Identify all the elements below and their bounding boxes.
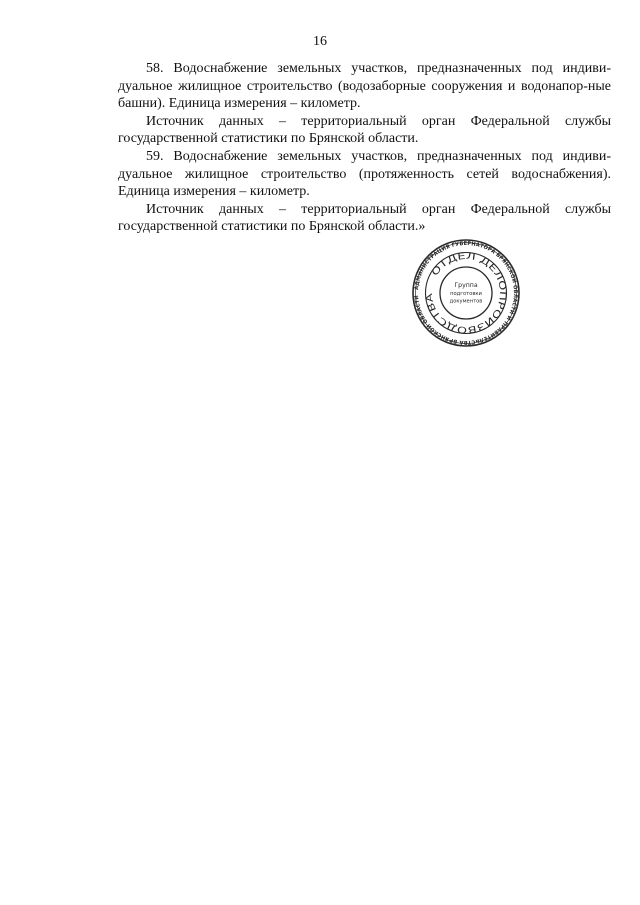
- seal-inner-ring-text: ОТДЕЛ ДЕЛОПРОИЗВОДСТВА: [425, 251, 508, 335]
- official-seal-stamp: [411, 238, 521, 348]
- paragraph-59: 59. Водоснабжение земельных участков, предназначенных под индиви-дуальное жилищное строительство (протяженность сетей водоснабжения). Единица измерения – километр.: [118, 148, 611, 200]
- seal-center-line-3: документов: [449, 298, 483, 305]
- seal-center-line-1: Группа: [454, 282, 478, 289]
- seal-outer-ring-text: АДМИНИСТРАЦИЯ ГУБЕРНАТОРА БРЯНСКОЙ ОБЛАСТИ И ПРАВИТЕЛЬСТВА БРЯНСКОЙ ОБЛАСТИ: [413, 240, 519, 346]
- source-paragraph: Источник данных – территориальный орган Федеральной службы государственной статистики по Брянской области.»: [118, 201, 611, 235]
- seal-graphic: [411, 238, 521, 348]
- document-body: [118, 60, 611, 236]
- seal-center-line-2: подготовки: [450, 291, 482, 297]
- page-number: 16: [313, 34, 327, 49]
- paragraph-58: 58. Водоснабжение земельных участков, предназначенных под индиви-дуальное жилищное строительство (водозаборные сооружения и водонапор-ные башни). Единица измерения – километр.: [118, 61, 611, 112]
- source-paragraph: Источник данных – территориальный орган Федеральной службы государственной статистики по Брянской области.: [118, 113, 611, 147]
